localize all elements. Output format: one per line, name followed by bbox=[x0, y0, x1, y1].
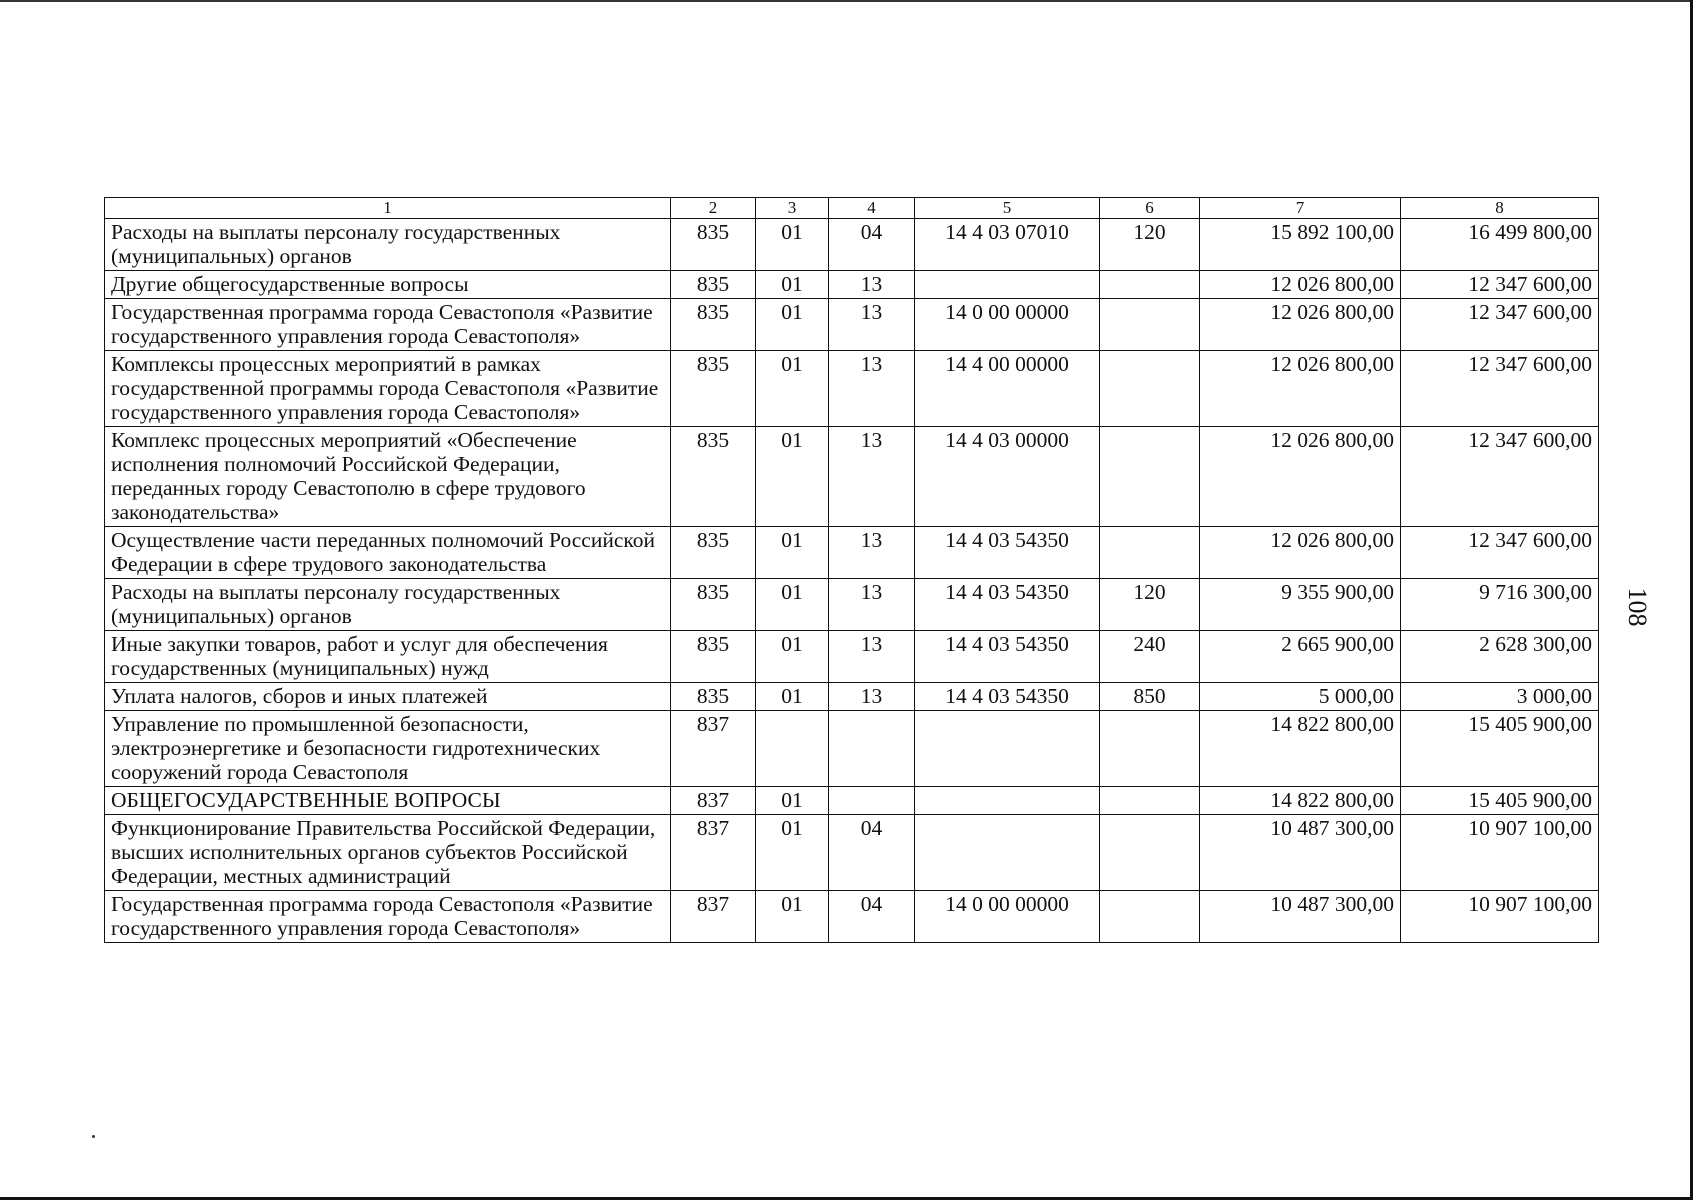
row-code-cell: 835 bbox=[671, 271, 756, 299]
row-name-cell: Осуществление части переданных полномочий Российской Федерации в сфере трудового законодательства bbox=[105, 527, 671, 579]
row-amount-cell: 14 822 800,00 bbox=[1200, 787, 1401, 815]
row-target-article-cell: 14 0 00 00000 bbox=[915, 299, 1100, 351]
row-name-cell: Функционирование Правительства Российской Федерации, высших исполнительных органов субъектов Российской Федерации, местных администраций bbox=[105, 815, 671, 891]
row-expense-type-cell: 120 bbox=[1100, 219, 1200, 271]
row-code-cell: 835 bbox=[671, 427, 756, 527]
row-code-cell: 835 bbox=[671, 219, 756, 271]
row-expense-type-cell: 850 bbox=[1100, 683, 1200, 711]
row-amount-cell: 2 628 300,00 bbox=[1401, 631, 1599, 683]
scan-speck bbox=[92, 1135, 95, 1138]
row-amount-cell: 12 026 800,00 bbox=[1200, 527, 1401, 579]
row-amount-cell: 12 347 600,00 bbox=[1401, 299, 1599, 351]
row-amount-cell: 15 892 100,00 bbox=[1200, 219, 1401, 271]
row-subsection-cell: 04 bbox=[829, 219, 915, 271]
row-name-cell: Другие общегосударственные вопросы bbox=[105, 271, 671, 299]
row-name-cell: Расходы на выплаты персоналу государственных (муниципальных) органов bbox=[105, 219, 671, 271]
row-section-cell: 01 bbox=[756, 787, 829, 815]
table-row bbox=[105, 711, 1599, 787]
row-name-cell: Иные закупки товаров, работ и услуг для обеспечения государственных (муниципальных) нужд bbox=[105, 631, 671, 683]
row-target-article-cell bbox=[915, 271, 1100, 299]
row-amount-cell: 10 487 300,00 bbox=[1200, 815, 1401, 891]
row-code-cell: 837 bbox=[671, 891, 756, 943]
row-amount-cell: 15 405 900,00 bbox=[1401, 787, 1599, 815]
row-target-article-cell: 14 4 03 07010 bbox=[915, 219, 1100, 271]
row-expense-type-cell bbox=[1100, 427, 1200, 527]
row-target-article-cell bbox=[915, 815, 1100, 891]
row-amount-cell: 10 907 100,00 bbox=[1401, 815, 1599, 891]
row-code-cell: 835 bbox=[671, 527, 756, 579]
row-expense-type-cell bbox=[1100, 299, 1200, 351]
row-expense-type-cell: 240 bbox=[1100, 631, 1200, 683]
row-expense-type-cell bbox=[1100, 527, 1200, 579]
row-subsection-cell: 13 bbox=[829, 631, 915, 683]
table-row bbox=[105, 527, 1599, 579]
row-subsection-cell: 04 bbox=[829, 891, 915, 943]
row-section-cell: 01 bbox=[756, 815, 829, 891]
column-header: 2 bbox=[671, 198, 756, 219]
row-target-article-cell bbox=[915, 787, 1100, 815]
row-name-cell: Расходы на выплаты персоналу государственных (муниципальных) органов bbox=[105, 579, 671, 631]
table-row bbox=[105, 299, 1599, 351]
row-name-cell: Комплексы процессных мероприятий в рамках государственной программы города Севастополя «Развитие государственного управления города Севастополя» bbox=[105, 351, 671, 427]
row-target-article-cell: 14 4 03 00000 bbox=[915, 427, 1100, 527]
row-code-cell: 837 bbox=[671, 711, 756, 787]
row-subsection-cell: 13 bbox=[829, 427, 915, 527]
row-target-article-cell: 14 4 03 54350 bbox=[915, 683, 1100, 711]
row-amount-cell: 10 907 100,00 bbox=[1401, 891, 1599, 943]
row-section-cell: 01 bbox=[756, 527, 829, 579]
row-code-cell: 835 bbox=[671, 579, 756, 631]
row-subsection-cell bbox=[829, 787, 915, 815]
row-name-cell: Комплекс процессных мероприятий «Обеспечение исполнения полномочий Российской Федерации, переданных городу Севастополю в сфере трудового законодательства» bbox=[105, 427, 671, 527]
row-amount-cell: 12 347 600,00 bbox=[1401, 351, 1599, 427]
row-amount-cell: 14 822 800,00 bbox=[1200, 711, 1401, 787]
page-number: 108 bbox=[1623, 587, 1652, 627]
row-subsection-cell: 13 bbox=[829, 527, 915, 579]
row-code-cell: 837 bbox=[671, 787, 756, 815]
row-target-article-cell: 14 0 00 00000 bbox=[915, 891, 1100, 943]
row-amount-cell: 16 499 800,00 bbox=[1401, 219, 1599, 271]
table-row bbox=[105, 815, 1599, 891]
row-expense-type-cell bbox=[1100, 351, 1200, 427]
table-row bbox=[105, 219, 1599, 271]
row-name-cell: Государственная программа города Севастополя «Развитие государственного управления города Севастополя» bbox=[105, 299, 671, 351]
table-row bbox=[105, 891, 1599, 943]
column-header: 4 bbox=[829, 198, 915, 219]
scan-edge-top bbox=[0, 0, 1693, 2]
row-target-article-cell bbox=[915, 711, 1100, 787]
row-amount-cell: 12 347 600,00 bbox=[1401, 427, 1599, 527]
row-amount-cell: 5 000,00 bbox=[1200, 683, 1401, 711]
row-amount-cell: 12 347 600,00 bbox=[1401, 271, 1599, 299]
row-subsection-cell: 13 bbox=[829, 299, 915, 351]
row-expense-type-cell bbox=[1100, 711, 1200, 787]
row-amount-cell: 10 487 300,00 bbox=[1200, 891, 1401, 943]
row-target-article-cell: 14 4 03 54350 bbox=[915, 631, 1100, 683]
row-subsection-cell: 13 bbox=[829, 683, 915, 711]
row-code-cell: 835 bbox=[671, 683, 756, 711]
row-section-cell: 01 bbox=[756, 683, 829, 711]
row-code-cell: 835 bbox=[671, 631, 756, 683]
table-body bbox=[105, 219, 1599, 943]
row-expense-type-cell bbox=[1100, 891, 1200, 943]
row-subsection-cell: 13 bbox=[829, 271, 915, 299]
table-row bbox=[105, 427, 1599, 527]
table-row bbox=[105, 787, 1599, 815]
column-header: 7 bbox=[1200, 198, 1401, 219]
row-section-cell: 01 bbox=[756, 351, 829, 427]
row-section-cell: 01 bbox=[756, 427, 829, 527]
row-target-article-cell: 14 4 03 54350 bbox=[915, 527, 1100, 579]
row-expense-type-cell bbox=[1100, 787, 1200, 815]
row-section-cell: 01 bbox=[756, 891, 829, 943]
column-header: 1 bbox=[105, 198, 671, 219]
row-amount-cell: 9 716 300,00 bbox=[1401, 579, 1599, 631]
column-header: 6 bbox=[1100, 198, 1200, 219]
row-target-article-cell: 14 4 03 54350 bbox=[915, 579, 1100, 631]
column-header: 8 bbox=[1401, 198, 1599, 219]
table-row bbox=[105, 631, 1599, 683]
row-section-cell bbox=[756, 711, 829, 787]
row-subsection-cell: 13 bbox=[829, 579, 915, 631]
row-amount-cell: 12 026 800,00 bbox=[1200, 427, 1401, 527]
row-amount-cell: 3 000,00 bbox=[1401, 683, 1599, 711]
budget-table bbox=[104, 197, 1599, 943]
row-section-cell: 01 bbox=[756, 299, 829, 351]
table-row bbox=[105, 579, 1599, 631]
row-subsection-cell: 13 bbox=[829, 351, 915, 427]
row-section-cell: 01 bbox=[756, 631, 829, 683]
row-section-cell: 01 bbox=[756, 271, 829, 299]
row-target-article-cell: 14 4 00 00000 bbox=[915, 351, 1100, 427]
column-header: 5 bbox=[915, 198, 1100, 219]
row-name-cell: Уплата налогов, сборов и иных платежей bbox=[105, 683, 671, 711]
row-amount-cell: 9 355 900,00 bbox=[1200, 579, 1401, 631]
row-subsection-cell bbox=[829, 711, 915, 787]
table-row bbox=[105, 271, 1599, 299]
row-amount-cell: 15 405 900,00 bbox=[1401, 711, 1599, 787]
row-amount-cell: 12 026 800,00 bbox=[1200, 351, 1401, 427]
row-amount-cell: 2 665 900,00 bbox=[1200, 631, 1401, 683]
row-name-cell: Государственная программа города Севастополя «Развитие государственного управления города Севастополя» bbox=[105, 891, 671, 943]
column-header: 3 bbox=[756, 198, 829, 219]
row-code-cell: 835 bbox=[671, 351, 756, 427]
row-amount-cell: 12 026 800,00 bbox=[1200, 271, 1401, 299]
table-header-row bbox=[105, 198, 1599, 219]
row-expense-type-cell bbox=[1100, 815, 1200, 891]
row-section-cell: 01 bbox=[756, 219, 829, 271]
row-name-cell: ОБЩЕГОСУДАРСТВЕННЫЕ ВОПРОСЫ bbox=[105, 787, 671, 815]
row-expense-type-cell: 120 bbox=[1100, 579, 1200, 631]
row-section-cell: 01 bbox=[756, 579, 829, 631]
row-expense-type-cell bbox=[1100, 271, 1200, 299]
table-row bbox=[105, 683, 1599, 711]
row-amount-cell: 12 347 600,00 bbox=[1401, 527, 1599, 579]
row-code-cell: 835 bbox=[671, 299, 756, 351]
row-code-cell: 837 bbox=[671, 815, 756, 891]
row-amount-cell: 12 026 800,00 bbox=[1200, 299, 1401, 351]
row-subsection-cell: 04 bbox=[829, 815, 915, 891]
row-name-cell: Управление по промышленной безопасности, электроэнергетике и безопасности гидротехнических сооружений города Севастополя bbox=[105, 711, 671, 787]
table-row bbox=[105, 351, 1599, 427]
